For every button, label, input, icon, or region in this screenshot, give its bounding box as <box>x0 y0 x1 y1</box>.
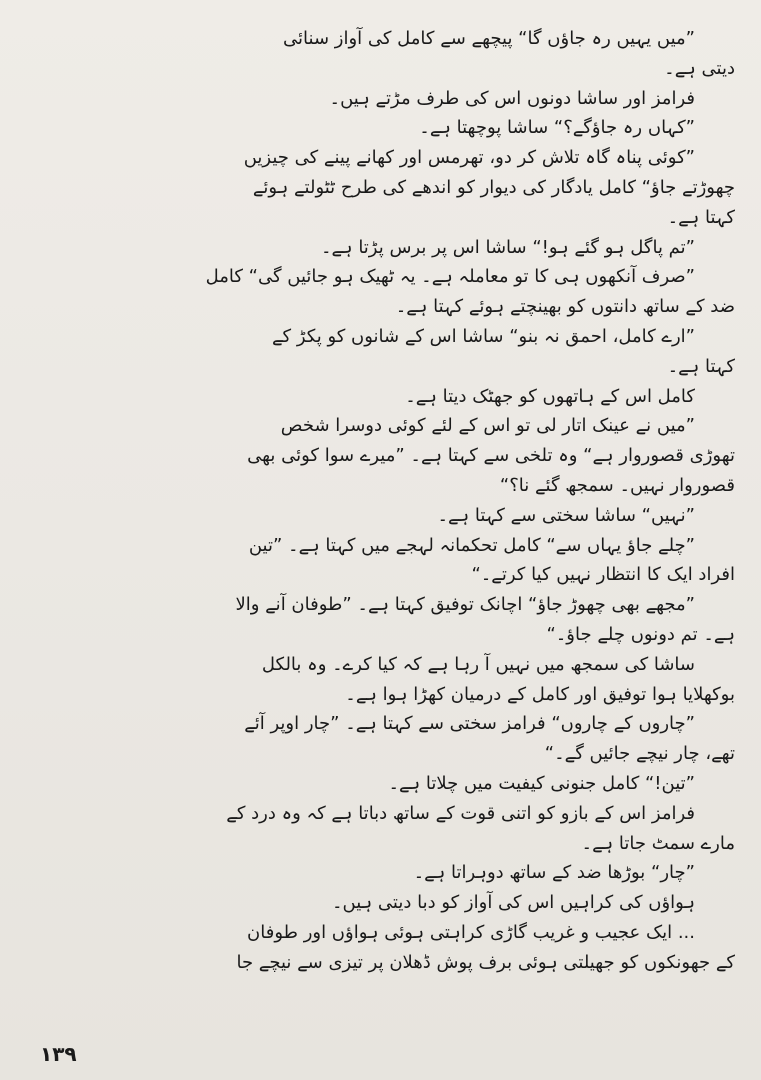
text-line: ”تین!“ کامل جنونی کیفیت میں چلاتا ہے۔ <box>388 772 695 794</box>
text-line: فرامز اس کے بازو کو اتنی قوت کے ساتھ دباتا ہے کہ وہ درد کے <box>226 802 695 824</box>
text-line: ”مجھے بھی چھوڑ جاؤ“ اچانک توفیق کہتا ہے۔ ”طوفان آنے والا <box>235 594 695 616</box>
text-line: ”چلے جاؤ یہاں سے“ کامل تحکمانہ لہجے میں کہتا ہے۔ ”تین <box>248 534 695 556</box>
page-body-text <box>22 24 735 978</box>
text-line: چھوڑتے جاؤ“ کامل یادگار کی دیوار کو اندھے کی طرح ٹٹولتے ہوئے <box>252 176 735 198</box>
text-line: ”میں یہیں رہ جاؤں گا“ پیچھے سے کامل کی آواز سنائی <box>283 28 695 49</box>
text-line: ضد کے ساتھ دانتوں کو بھینچتے ہوئے کہتا ہے۔ <box>395 296 735 318</box>
text-line: ... ایک عجیب و غریب گاڑی کراہتی ہوئی ہواؤں اور طوفان <box>247 921 695 943</box>
text-line: افراد ایک کا انتظار نہیں کیا کرتے۔“ <box>471 564 735 586</box>
text-line: ”تم پاگل ہو گئے ہو!“ ساشا اس پر برس پڑتا ہے۔ <box>320 236 695 258</box>
text-line: کے جھونکوں کو جھیلتی ہوئی برف پوش ڈھلان پر تیزی سے نیچے جا <box>236 951 735 973</box>
text-line: ”چار“ بوڑھا ضد کے ساتھ دوہراتا ہے۔ <box>413 862 695 884</box>
page-number: ۱۳۹ <box>40 1042 77 1066</box>
text-line: قصوروار نہیں۔ سمجھ گئے نا؟“ <box>499 474 735 496</box>
text-line: فرامز اور ساشا دونوں اس کی طرف مڑتے ہیں۔ <box>329 87 695 109</box>
text-line: تھے، چار نیچے جائیں گے۔“ <box>544 743 735 765</box>
text-line: بوکھلایا ہوا توفیق اور کامل کے درمیان کھڑا ہوا ہے۔ <box>345 683 735 705</box>
text-line: ”ارے کامل، احمق نہ بنو“ ساشا اس کے شانوں کو پکڑ کے <box>272 325 695 347</box>
text-line: ”نہیں“ ساشا سختی سے کہتا ہے۔ <box>437 504 695 526</box>
text-line: ہواؤں کی کراہیں اس کی آواز کو دبا دیتی ہیں۔ <box>331 892 695 914</box>
text-line: ”کوئی پناہ گاہ تلاش کر دو، تھرمس اور کھانے پینے کی چیزیں <box>243 147 695 169</box>
text-line: تھوڑی قصوروار ہے“ وہ تلخی سے کہتا ہے۔ ”میرے سوا کوئی بھی <box>247 445 735 467</box>
text-line: دیتی ہے۔ <box>664 57 735 79</box>
text-line: ”چاروں کے چاروں“ فرامز سختی سے کہتا ہے۔ ”چار اوپر آئے <box>244 713 695 735</box>
text-line: ”میں نے عینک اتار لی تو اس کے لئے کوئی دوسرا شخص <box>280 415 695 437</box>
text-line: ہے۔ تم دونوں چلے جاؤ۔“ <box>546 623 735 645</box>
text-line: کہتا ہے۔ <box>667 355 735 377</box>
text-line: کامل اس کے ہاتھوں کو جھٹک دیتا ہے۔ <box>405 385 695 407</box>
text-line: کہتا ہے۔ <box>667 206 735 228</box>
text-line: ساشا کی سمجھ میں نہیں آ رہا ہے کہ کیا کرے۔ وہ بالکل <box>261 653 695 675</box>
text-line: ”کہاں رہ جاؤگے؟“ ساشا پوچھتا ہے۔ <box>419 117 695 139</box>
text-line: مارے سمٹ جاتا ہے۔ <box>581 832 735 854</box>
text-line: ”صرف آنکھوں ہی کا تو معاملہ ہے۔ یہ ٹھیک ہو جائیں گی“ کامل <box>205 266 695 288</box>
